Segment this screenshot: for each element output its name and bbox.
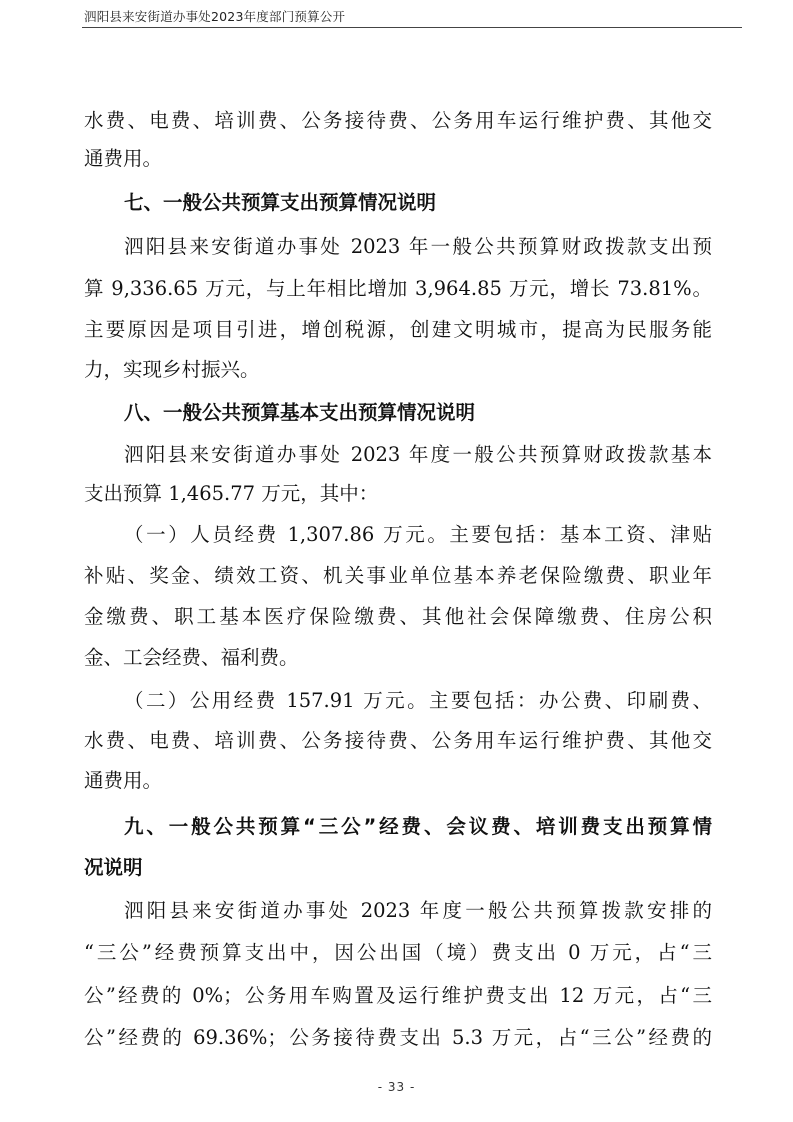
- section-heading-8: 八、一般公共预算基本支出预算情况说明: [124, 401, 476, 424]
- text-line: 泗阳县来安街道办事处 2023 年一般公共预算财政拨款支出预: [124, 235, 712, 258]
- text-line: 力，实现乡村振兴。: [84, 358, 260, 381]
- page-number: - 33 -: [377, 1080, 416, 1094]
- text-line: 泗阳县来安街道办事处 2023 年度一般公共预算拨款安排的: [124, 899, 712, 922]
- text-line: 金缴费、职工基本医疗保险缴费、其他社会保障缴费、住房公积: [84, 605, 712, 628]
- text-line: 主要原因是项目引进，增创税源，创建文明城市，提高为民服务能: [84, 318, 712, 341]
- text-line: 支出预算 1,465.77 万元，其中：: [84, 482, 379, 505]
- section-heading-9-cont: 况说明: [84, 856, 143, 879]
- text-line: 通费用。: [84, 769, 163, 792]
- text-line: 公”经费的 0%；公务用车购置及运行维护费支出 12 万元，占“三: [84, 984, 712, 1007]
- header-divider: [82, 27, 742, 28]
- text-line: “三公”经费预算支出中，因公出国（境）费支出 0 万元，占“三: [84, 941, 712, 964]
- text-line: 公”经费的 69.36%；公务接待费支出 5.3 万元，占“三公”经费的: [84, 1026, 712, 1049]
- text-line: （一）人员经费 1,307.86 万元。主要包括：基本工资、津贴: [124, 523, 712, 546]
- text-line: 水费、电费、培训费、公务接待费、公务用车运行维护费、其他交: [84, 729, 712, 752]
- text-line: 补贴、奖金、绩效工资、机关事业单位基本养老保险缴费、职业年: [84, 564, 712, 587]
- text-line: 水费、电费、培训费、公务接待费、公务用车运行维护费、其他交: [84, 109, 712, 132]
- section-heading-9: 九、一般公共预算“三公”经费、会议费、培训费支出预算情: [124, 815, 712, 838]
- text-line: 算 9,336.65 万元，与上年相比增加 3,964.85 万元，增长 73.81%。: [84, 277, 712, 300]
- text-line: 金、工会经费、福利费。: [84, 646, 299, 669]
- text-line: 泗阳县来安街道办事处 2023 年度一般公共预算财政拨款基本: [124, 443, 712, 466]
- text-line: 通费用。: [84, 147, 163, 170]
- text-line: （二）公用经费 157.91 万元。主要包括：办公费、印刷费、: [124, 689, 712, 712]
- running-header: 泗阳县来安街道办事处2023年度部门预算公开: [84, 9, 346, 24]
- section-heading-7: 七、一般公共预算支出预算情况说明: [124, 191, 437, 214]
